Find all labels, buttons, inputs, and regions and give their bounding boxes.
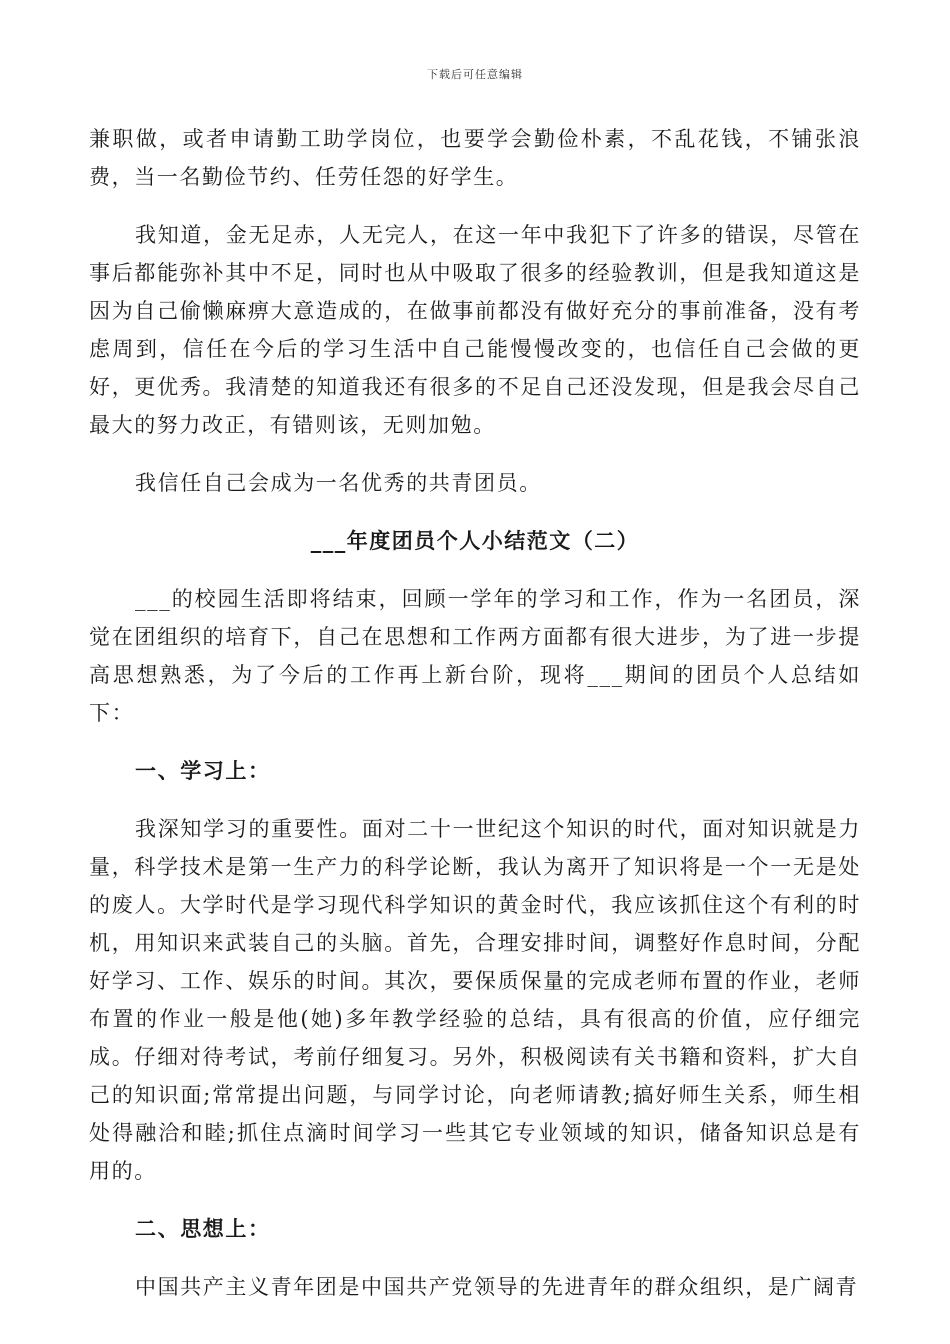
heading-thought: 二、思想上： xyxy=(135,1216,271,1241)
heading-study: 一、学习上： xyxy=(135,758,271,783)
paragraph-3: 我信任自己会成为一名优秀的共青团员。 xyxy=(135,471,542,495)
header-note: 下载后可任意编辑 xyxy=(427,68,523,81)
paragraph-4: ___的校园生活即将结束，回顾一学年的学习和工作，作为一名团员，深觉在团组织的培育下，自己在思想和工作两方面都有很大进步，为了进一步提高思想熟悉，为了今后的工作再上新台阶，现将___期间的团员个人总结如下： xyxy=(89,587,861,725)
document-body xyxy=(89,120,861,1306)
paragraph-6: 中国共产主义青年团是中国共产党领导的先进青年的群众组织，是广阔青 xyxy=(135,1275,859,1299)
section-title: ___年度团员个人小结范文（二） xyxy=(310,528,640,553)
paragraph-5: 我深知学习的重要性。面对二十一世纪这个知识的时代，面对知识就是力量，科学技术是第一生产力的科学论断，我认为离开了知识将是一个一无是处的废人。大学时代是学习现代科学知识的黄金时代，我应该抓住这个有利的时机，用知识来武装自己的头脑。首先，合理安排时间，调整好作息时间，分配好学习、工作、娱乐的时间。其次，要保质保量的完成老师布置的作业，老师布置的作业一般是他(她)多年教学经验的总结，具有很高的价值，应仔细完成。仔细对待考试，考前仔细复习。另外，积极阅读有关书籍和资料，扩大自己的知识面;常常提出问题，与同学讨论，向老师请教;搞好师生关系，师生相处得融洽和睦;抓住点滴时间学习一些其它专业领域的知识，储备知识总是有用的。 xyxy=(89,817,861,1183)
paragraph-1: 兼职做，或者申请勤工助学岗位，也要学会勤俭朴素，不乱花钱，不铺张浪费，当一名勤俭节约、任劳任怨的好学生。 xyxy=(89,127,861,189)
paragraph-2: 我知道，金无足赤，人无完人，在这一年中我犯下了许多的错误，尽管在事后都能弥补其中不足，同时也从中吸取了很多的经验教训，但是我知道这是因为自己偷懒麻痹大意造成的，在做事前都没有做好充分的事前准备，没有考虑周到，信任在今后的学习生活中自己能慢慢改变的，也信任自己会做的更好，更优秀。我清楚的知道我还有很多的不足自己还没发现，但是我会尽自己最大的努力改正，有错则该，无则加勉。 xyxy=(89,223,861,437)
